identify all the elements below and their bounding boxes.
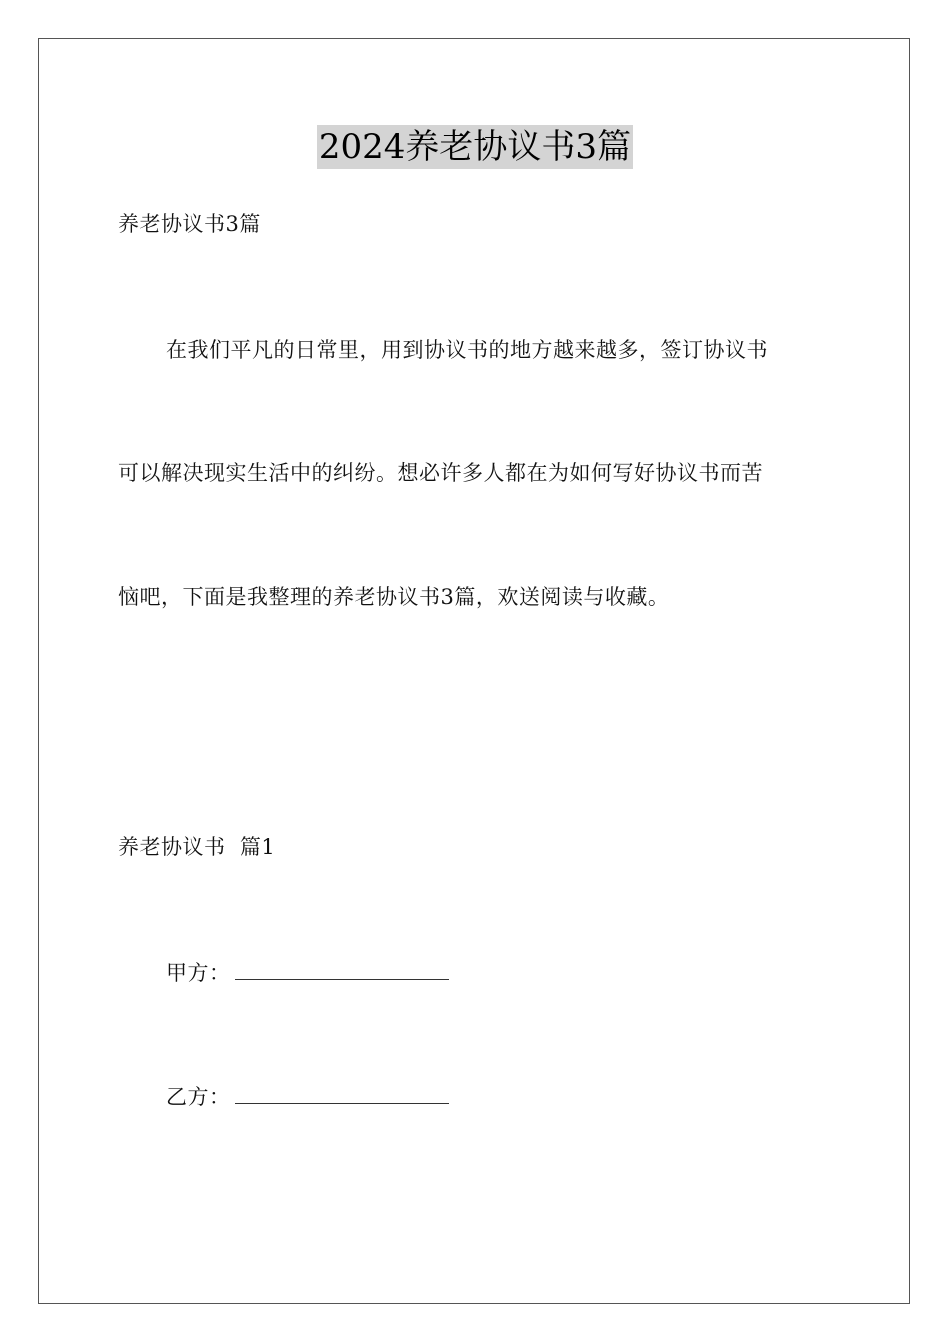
intro-line-2: 可以解决现实生活中的纠纷。想必许多人都在为如何写好协议书而苦 [118,461,763,485]
party-b-label: 乙方： [166,1085,231,1109]
party-b-blank-line [235,1081,449,1104]
intro-line-3: 恼吧，下面是我整理的养老协议书3篇，欢送阅读与收藏。 [118,585,670,609]
title-container [0,125,950,169]
party-a-field [166,957,449,988]
party-a-blank-line [235,957,449,980]
document-subtitle: 养老协议书3篇 [118,212,261,236]
party-a-label: 甲方： [166,961,231,985]
document-title: 2024养老协议书3篇 [318,127,632,167]
intro-line-1: 在我们平凡的日常里，用到协议书的地方越来越多，签订协议书 [166,338,768,362]
section-heading: 养老协议书 篇1 [118,835,276,859]
party-b-field [166,1081,449,1112]
